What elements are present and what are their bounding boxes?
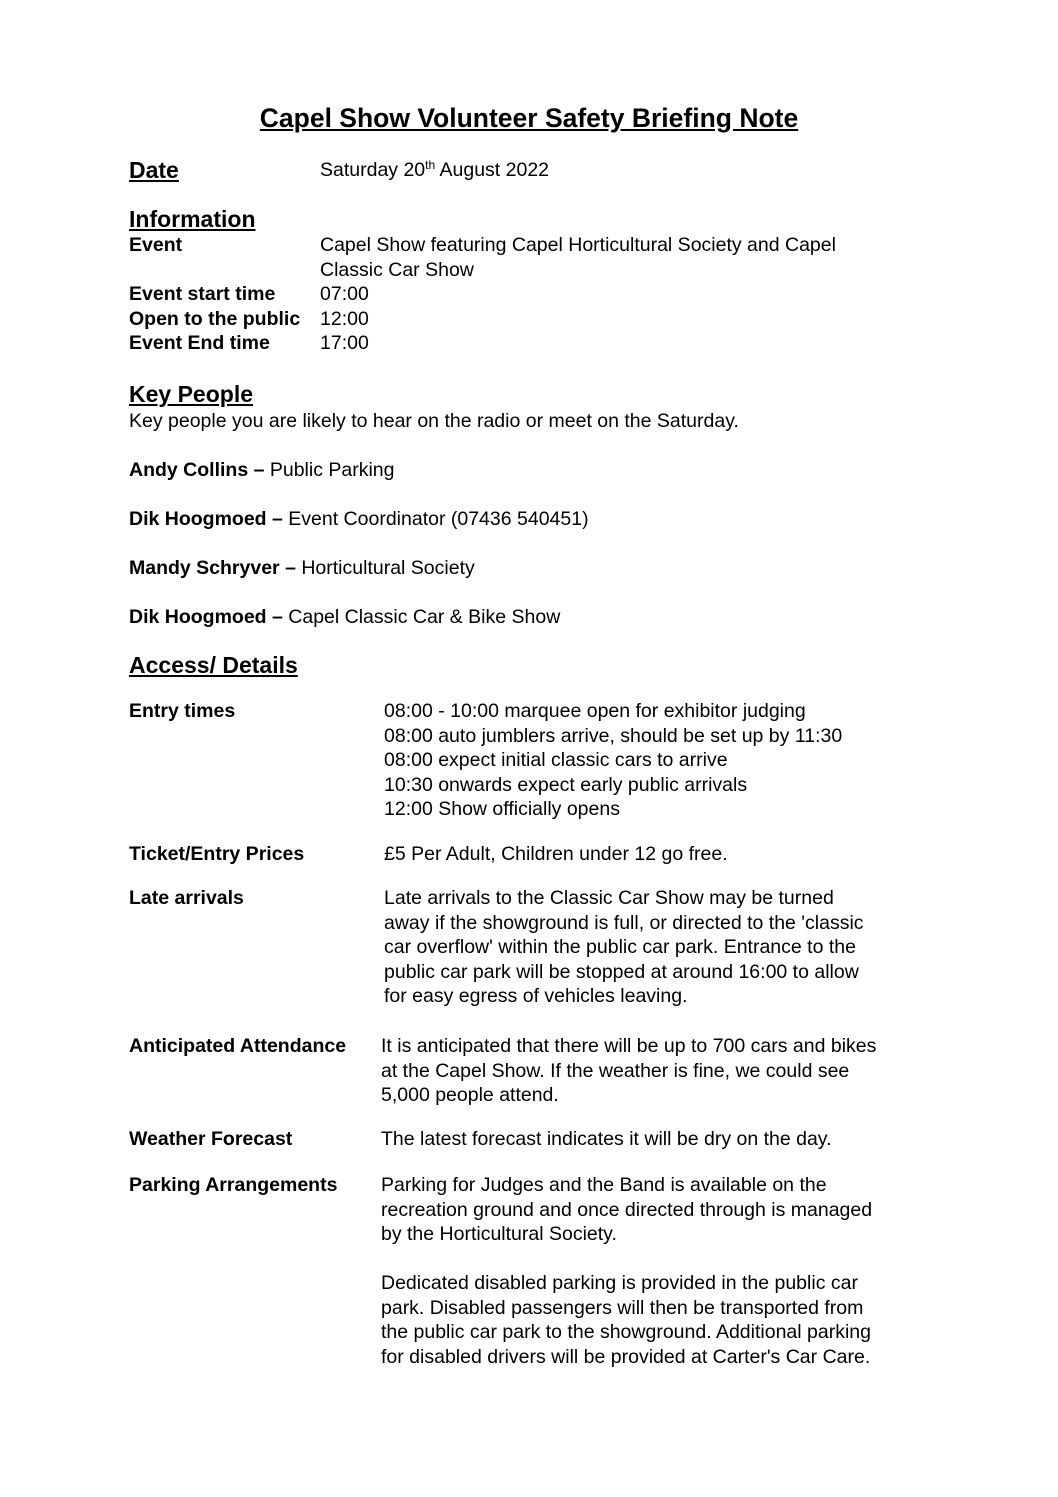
parking-line: the public car park to the showground. Additional parking <box>381 1321 871 1343</box>
date-heading: Date <box>129 157 179 183</box>
key-people-intro: Key people you are likely to hear on the radio or meet on the Saturday. <box>129 410 739 432</box>
entry-times-value <box>384 699 842 822</box>
date-day: Saturday 20 <box>320 159 426 181</box>
entry-times-label: Entry times <box>129 700 236 722</box>
person-name: Mandy Schryver – <box>129 557 296 579</box>
information-heading: Information <box>129 206 256 232</box>
parking-line: Parking for Judges and the Band is available on the <box>381 1174 827 1196</box>
parking-label: Parking Arrangements <box>129 1174 338 1196</box>
parking-value-judges <box>381 1173 872 1247</box>
late-arrivals-line: for easy egress of vehicles leaving. <box>384 985 688 1007</box>
end-time-value: 17:00 <box>320 332 369 354</box>
late-arrivals-line: car overflow' within the public car park. Entrance to the <box>384 936 856 958</box>
attendance-value <box>381 1034 876 1108</box>
open-public-value: 12:00 <box>320 308 369 330</box>
parking-line: for disabled drivers will be provided at Carter's Car Care. <box>381 1345 871 1368</box>
parking-value-disabled <box>381 1271 871 1369</box>
parking-line: park. Disabled passengers will then be transported from <box>381 1296 864 1319</box>
person-name: Dik Hoogmoed – <box>129 508 283 530</box>
key-people-heading: Key People <box>129 381 253 407</box>
late-arrivals-value <box>384 886 864 1009</box>
person-role: Public Parking <box>264 459 395 481</box>
attendance-line: 5,000 people attend. <box>381 1084 559 1106</box>
entry-time-line: 08:00 expect initial classic cars to arrive <box>384 749 728 771</box>
event-label: Event <box>129 234 183 256</box>
person-entry <box>129 556 475 581</box>
parking-line: recreation ground and once directed through is managed <box>381 1198 873 1221</box>
access-heading: Access/ Details <box>129 652 298 678</box>
person-entry <box>129 507 589 532</box>
parking-line: Dedicated disabled parking is provided in the public car <box>381 1272 858 1294</box>
person-role: Event Coordinator (07436 540451) <box>282 508 589 530</box>
document-title: Capel Show Volunteer Safety Briefing Note <box>259 103 799 133</box>
person-name: Dik Hoogmoed – <box>129 606 283 628</box>
late-arrivals-label: Late arrivals <box>129 887 244 909</box>
person-entry <box>129 458 395 483</box>
date-value <box>320 158 549 183</box>
ticket-prices-label: Ticket/Entry Prices <box>129 843 305 865</box>
person-role: Capel Classic Car & Bike Show <box>282 606 561 628</box>
ticket-prices-value: £5 Per Adult, Children under 12 go free. <box>384 843 728 865</box>
entry-time-line: 08:00 auto jumblers arrive, should be set up by 11:30 <box>384 724 843 747</box>
late-arrivals-line: Late arrivals to the Classic Car Show may be turned <box>384 887 834 909</box>
attendance-line: It is anticipated that there will be up to 700 cars and bikes <box>381 1035 877 1057</box>
entry-time-line: 08:00 - 10:00 marquee open for exhibitor judging <box>384 700 806 722</box>
attendance-label: Anticipated Attendance <box>129 1035 347 1057</box>
entry-time-line: 12:00 Show officially opens <box>384 798 620 820</box>
date-ordinal: th <box>425 158 436 172</box>
start-time-value: 07:00 <box>320 283 369 305</box>
attendance-line: at the Capel Show. If the weather is fine, we could see <box>381 1059 850 1082</box>
event-line: Capel Show featuring Capel Horticultural Society and Capel <box>320 234 836 256</box>
event-value <box>320 233 836 282</box>
person-name: Andy Collins – <box>129 459 265 481</box>
parking-line: by the Horticultural Society. <box>381 1223 617 1245</box>
open-public-label: Open to the public <box>129 308 301 330</box>
person-role: Horticultural Society <box>295 557 475 579</box>
weather-label: Weather Forecast <box>129 1128 293 1150</box>
late-arrivals-line: away if the showground is full, or directed to the 'classic <box>384 911 864 934</box>
date-month-year: August 2022 <box>435 159 550 181</box>
start-time-label: Event start time <box>129 283 276 305</box>
entry-time-line: 10:30 onwards expect early public arrivals <box>384 773 748 796</box>
end-time-label: Event End time <box>129 332 270 354</box>
weather-value: The latest forecast indicates it will be dry on the day. <box>381 1128 832 1150</box>
late-arrivals-line: public car park will be stopped at around 16:00 to allow <box>384 960 859 983</box>
person-entry <box>129 605 560 630</box>
event-line: Classic Car Show <box>320 258 474 281</box>
